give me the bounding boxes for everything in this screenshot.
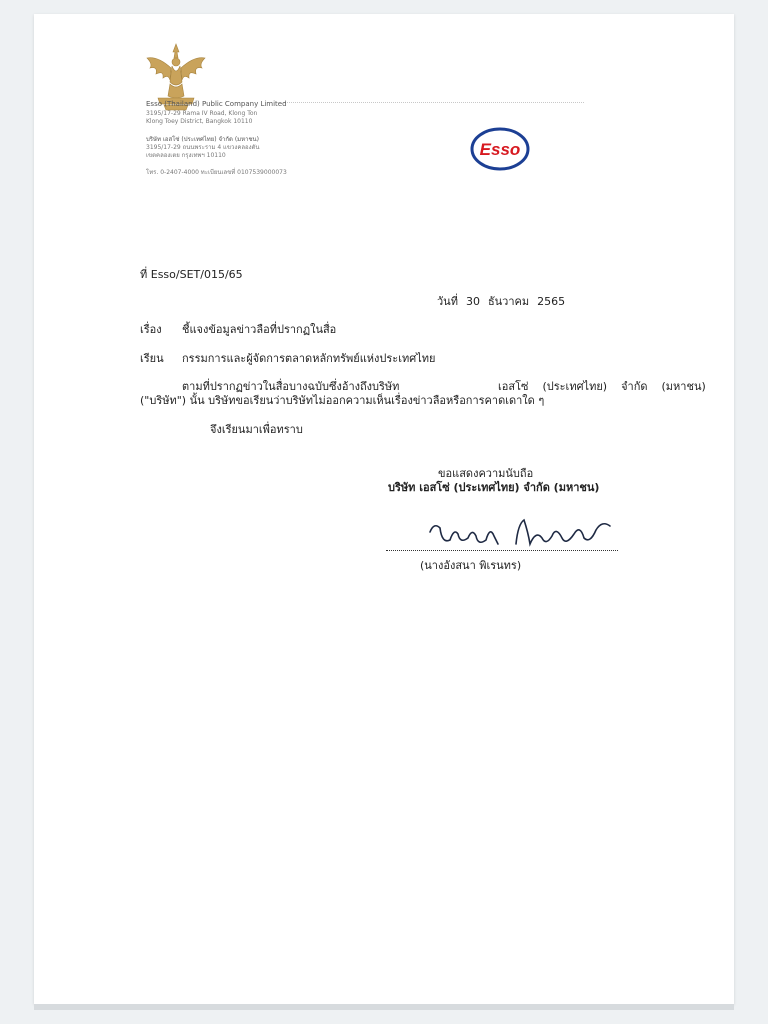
body-line-1-word-d: จำกัด (621, 380, 648, 393)
subject-label: เรื่อง (140, 323, 162, 336)
address-th-line-1: 3195/17-29 ถนนพระราม 4 แขวงคลองตัน (146, 144, 260, 151)
esso-logo-text: Esso (479, 140, 521, 159)
regards-line: ขอแสดงความนับถือ (438, 467, 534, 480)
esso-logo-icon (470, 126, 530, 172)
header-divider (284, 102, 584, 103)
document-page (34, 14, 734, 1004)
closing-line: จึงเรียนมาเพื่อทราบ (210, 423, 303, 436)
handwritten-signature (424, 514, 624, 554)
subject-text: ชี้แจงข้อมูลข่าวลือที่ปรากฏในสื่อ (182, 323, 337, 336)
body-line-1-word-c: (ประเทศไทย) (542, 380, 608, 393)
signer-company: บริษัท เอสโซ่ (ประเทศไทย) จำกัด (มหาชน) (388, 481, 600, 494)
signer-name: (นางอังสนา พิเรนทร) (420, 559, 522, 572)
company-name-th: บริษัท เอสโซ่ (ประเทศไทย) จำกัด (มหาชน) (146, 136, 259, 143)
date-year: 2565 (537, 295, 566, 308)
body-line-1-right (484, 380, 706, 394)
contact-th: โทร. 0-2407-4000 ทะเบียนเลขที่ 0107539000073 (146, 169, 287, 176)
body-line-1-word-b: เอสโซ่ (498, 380, 529, 393)
date-prefix: วันที่ (437, 295, 458, 308)
date-month: ธันวาคม (487, 295, 530, 308)
letter-reference: ที่ Esso/SET/015/65 (140, 268, 243, 281)
recipient-text: กรรมการและผู้จัดการตลาดหลักทรัพย์แห่งประเทศไทย (182, 352, 436, 365)
address-en-line-1: 3195/17-29 Rama IV Road, Klong Ton (146, 110, 258, 117)
body-line-1-word-e: (มหาชน) (661, 380, 706, 393)
address-th-line-2: เขตคลองเตย กรุงเทพฯ 10110 (146, 152, 226, 159)
date-day: 30 (465, 295, 480, 308)
body-line-1: ตามที่ปรากฏข่าวในสื่อบางฉบับซึ่งอ้างถึงบริษัท (182, 380, 400, 393)
letter-date (437, 295, 573, 309)
recipient-label: เรียน (140, 352, 164, 365)
company-name-en: Esso (Thailand) Public Company Limited (146, 100, 287, 108)
page-bottom-shadow (34, 1004, 734, 1010)
signature-line (386, 550, 618, 551)
address-en-line-2: Klong Toey District, Bangkok 10110 (146, 118, 253, 125)
body-line-2: ("บริษัท") นั้น บริษัทขอเรียนว่าบริษัทไม่ออกความเห็นเรื่องข่าวลือหรือการคาดเดาใด ๆ (140, 394, 545, 407)
